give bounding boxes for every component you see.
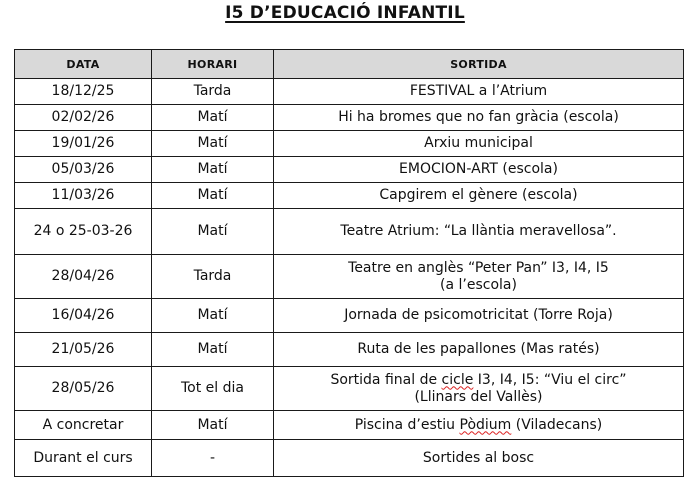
cell-date: 05/03/26 [15,157,152,183]
cell-date: 28/05/26 [15,367,152,411]
cell-trip [274,367,684,411]
cell-trip-text: I3, I4, I5: “Viu el circ” [473,371,627,388]
cell-time: Matí [152,333,274,367]
table-row [15,299,684,333]
cell-trip: Sortides al bosc [274,440,684,477]
cell-date: 28/04/26 [15,255,152,299]
table-row [15,131,684,157]
column-header-date: DATA [15,50,152,79]
cell-date: 21/05/26 [15,333,152,367]
cell-time: Matí [152,299,274,333]
cell-trip: Hi ha bromes que no fan gràcia (escola) [274,105,684,131]
cell-date: 11/03/26 [15,183,152,209]
cell-time: Matí [152,411,274,440]
cell-time: Matí [152,209,274,255]
table-header-row [15,50,684,79]
cell-trip [274,411,684,440]
cell-date: 02/02/26 [15,105,152,131]
cell-date: 19/01/26 [15,131,152,157]
document-title: I5 D’EDUCACIÓ INFANTIL [225,3,465,23]
cell-trip: Teatre Atrium: “La llàntia meravellosa”. [274,209,684,255]
cell-trip-line2: (a l’escola) [440,276,517,293]
cell-time: Matí [152,157,274,183]
spellcheck-word: Pòdium [459,416,512,433]
cell-trip: Jornada de psicomotricitat (Torre Roja) [274,299,684,333]
cell-trip [274,255,684,299]
spellcheck-word: cicle [441,371,474,388]
table-row [15,411,684,440]
table-row [15,183,684,209]
table-row [15,333,684,367]
cell-trip-line1 [278,372,679,389]
cell-trip-text: Piscina d’estiu [354,416,460,433]
cell-trip: Ruta de les papallones (Mas ratés) [274,333,684,367]
cell-trip-text: Sortida final de [330,371,442,388]
cell-trip: EMOCION-ART (escola) [274,157,684,183]
cell-date: Durant el curs [15,440,152,477]
table-row [15,255,684,299]
table-row [15,440,684,477]
table-row [15,367,684,411]
table-row [15,105,684,131]
column-header-time: HORARI [152,50,274,79]
cell-trip: Arxiu municipal [274,131,684,157]
cell-time: Matí [152,105,274,131]
table-row [15,209,684,255]
cell-date: 24 o 25-03-26 [15,209,152,255]
cell-date: 16/04/26 [15,299,152,333]
cell-trip: FESTIVAL a l’Atrium [274,79,684,105]
outings-table [14,49,684,477]
cell-date: 18/12/25 [15,79,152,105]
cell-time: Tot el dia [152,367,274,411]
table-row [15,157,684,183]
cell-date: A concretar [15,411,152,440]
cell-trip-line2: (Llinars del Vallès) [414,388,543,405]
column-header-trip: SORTIDA [274,50,684,79]
cell-time: Matí [152,131,274,157]
cell-time: - [152,440,274,477]
cell-trip-line1: Teatre en anglès “Peter Pan” I3, I4, I5 [348,259,609,276]
table-row [15,79,684,105]
cell-trip-text: (Viladecans) [511,416,603,433]
cell-trip: Capgirem el gènere (escola) [274,183,684,209]
cell-time: Tarda [152,255,274,299]
cell-time: Tarda [152,79,274,105]
cell-time: Matí [152,183,274,209]
